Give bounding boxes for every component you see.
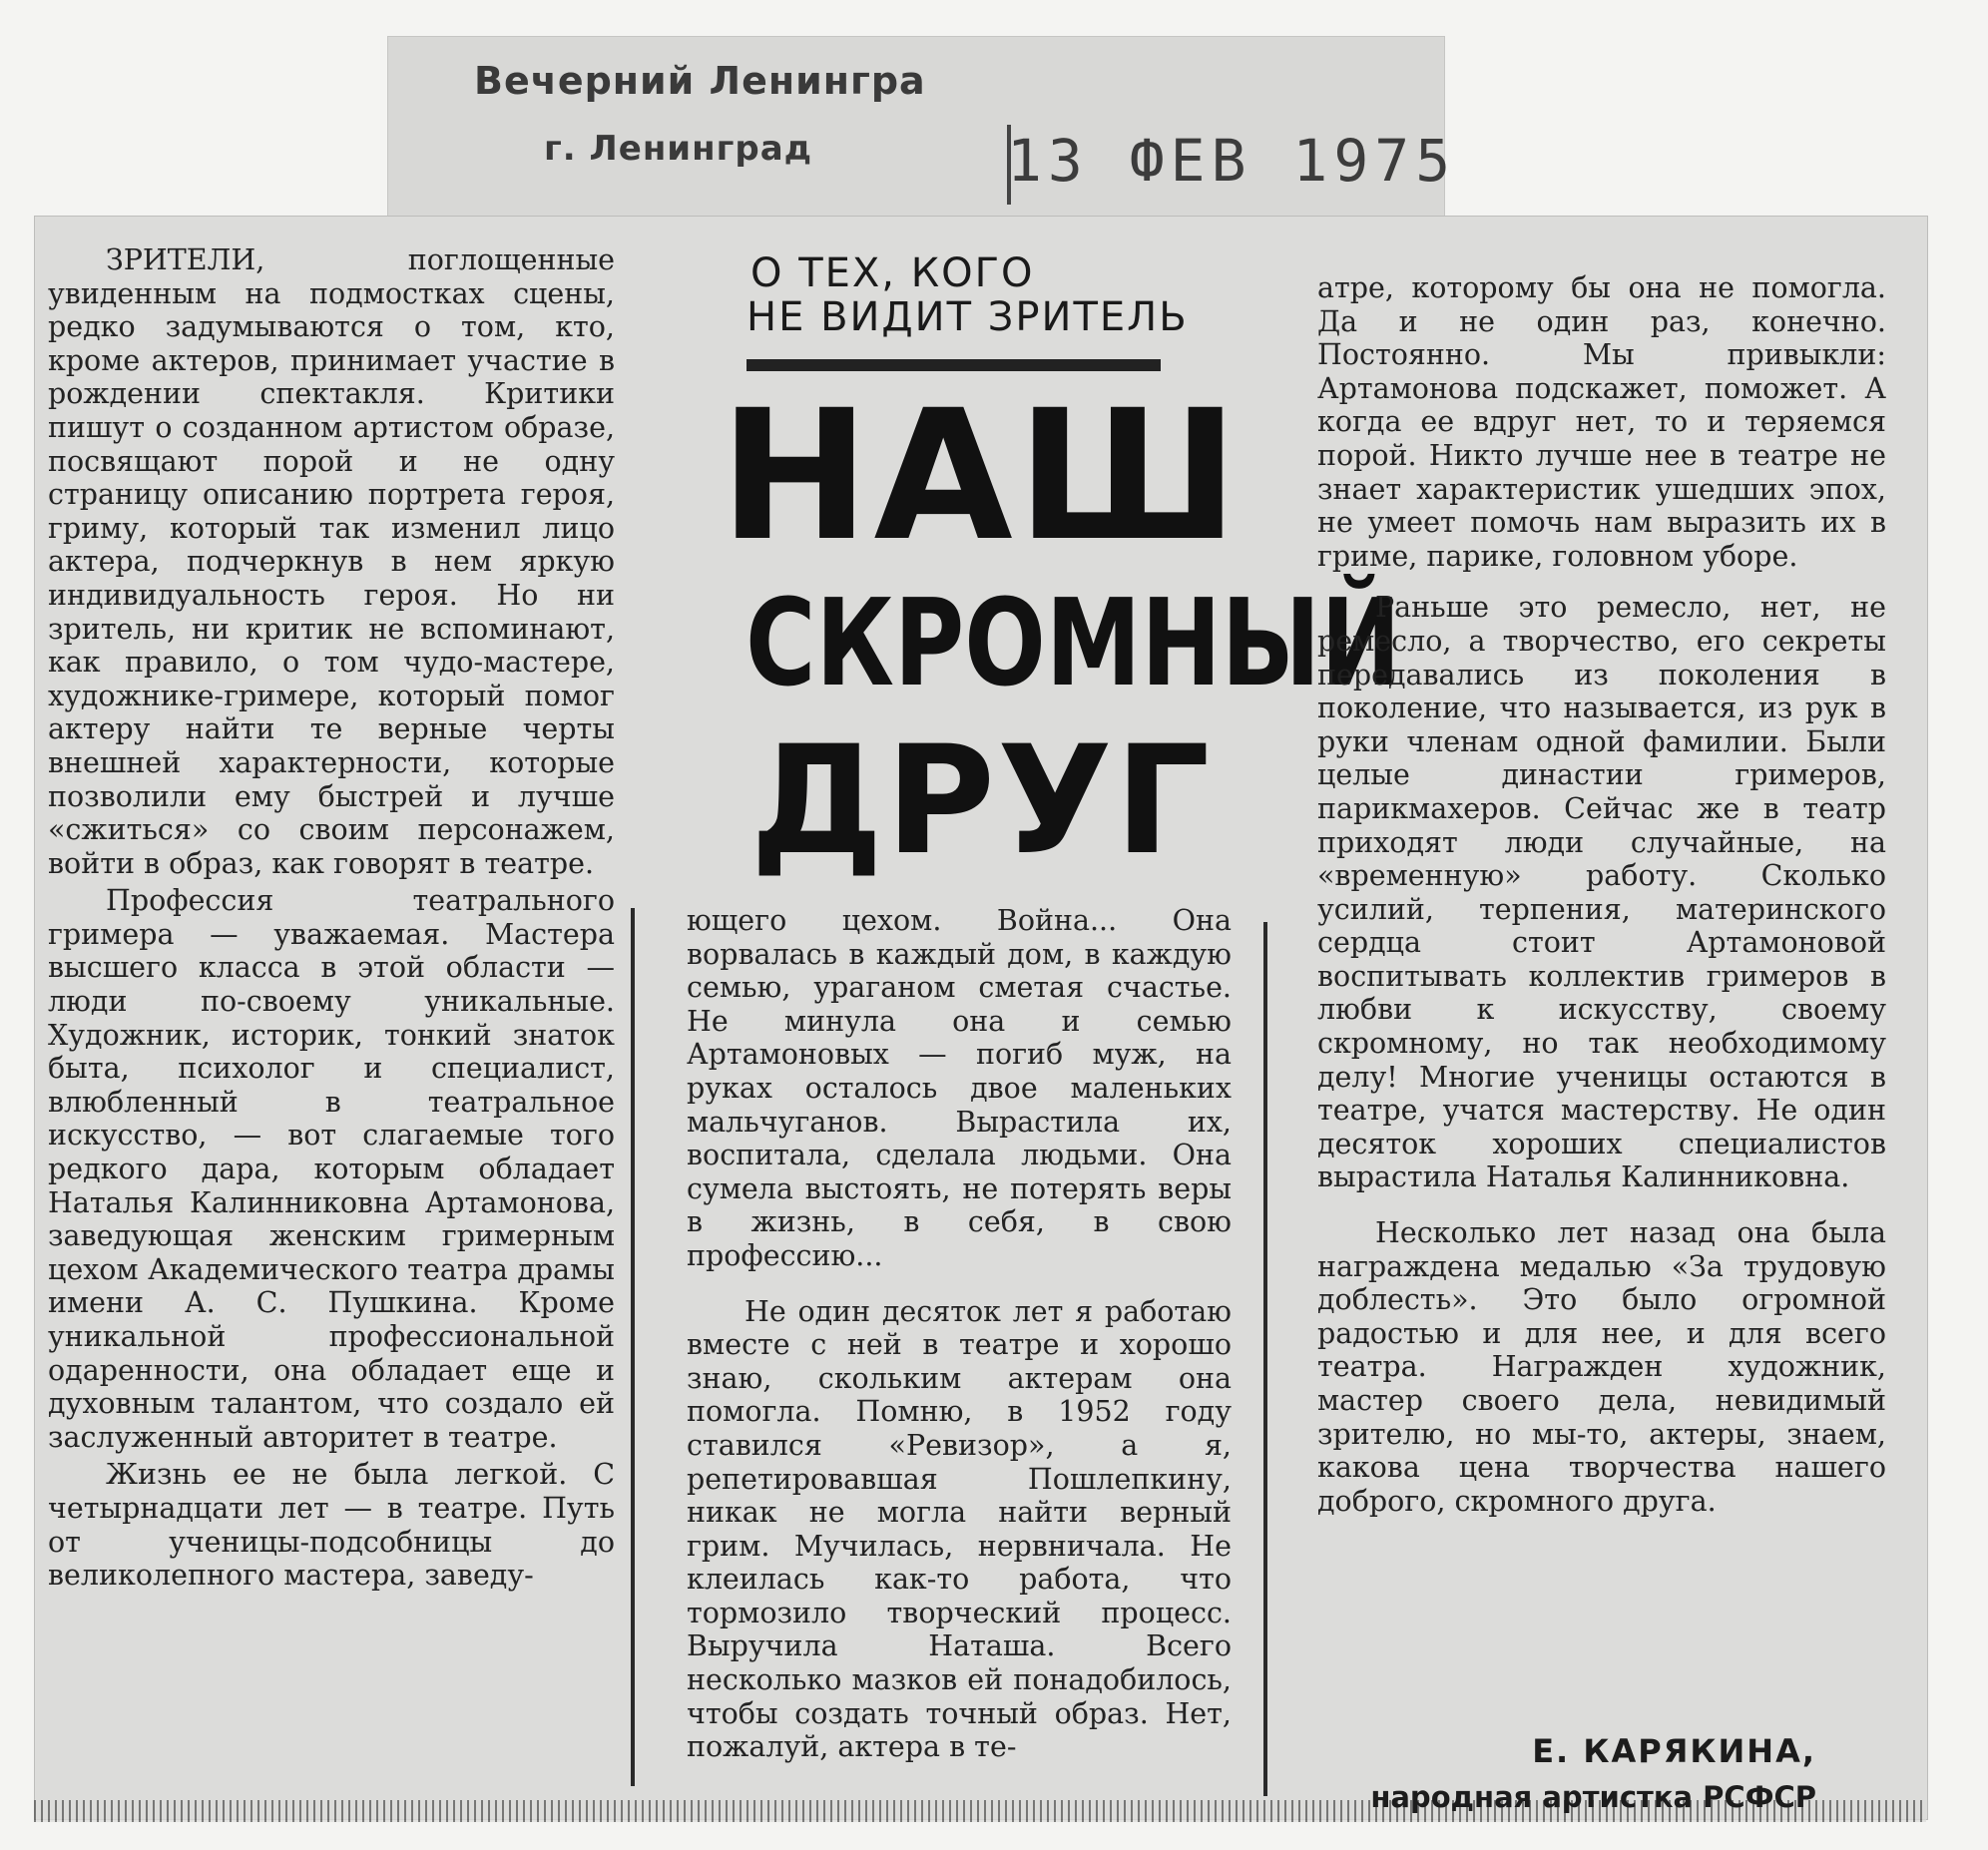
author-name: Е. КАРЯКИНА, <box>1532 1732 1816 1770</box>
headline-line-3: ДРУГ <box>749 714 1213 888</box>
article-column-2 <box>687 904 1232 1764</box>
paragraph: Профессия театрального гримера — уважаемая. Мастера высшего класса в этой области — люди по-своему уникальные. Художник, историк, тонкий знаток быта, психолог и специалист, влюбленный в театральное искусство, — вот слагаемые того редкого дара, которым обладает Наталья Калинниковна Артамонова, заведующая женским гримерным цехом Академического театра драмы имени А. С. Пушкина. Кроме уникальной профессиональной одаренности, она обладает еще и духовным талантом, что создало ей заслуженный авторитет в театре. <box>48 884 615 1454</box>
kicker-line-1: О ТЕХ, КОГО <box>750 250 1035 296</box>
paragraph: Жизнь ее не была легкой. С четырнадцати лет — в театре. Путь от ученицы-подсобницы до великолепного мастера, заведу- <box>48 1458 615 1593</box>
paragraph: ЗРИТЕЛИ, поглощенные увиденным на подмостках сцены, редко задумываются о том, кто, кроме актеров, принимает участие в рождении спектакля. Критики пишут о созданном артистом образе, посвящают порой и не одну страницу описанию портрета героя, гриму, который так изменил лицо актера, подчеркнув в нем яркую индивидуальность героя. Но ни зритель, ни критик не вспоминают, как правило, о том чудо-мастере, художнике-гримере, который помог актеру найти те верные черты внешней характерности, которые позволили ему быстрей и лучше «сжиться» со своим персонажем, войти в образ, как говорят в театре. <box>48 243 615 880</box>
column-rule-left <box>631 908 635 1786</box>
city-name: г. Ленинград <box>544 129 813 169</box>
paragraph: Раньше это ремесло, нет, не ремесло, а творчество, его секреты передавались из поколения в поколение, что называется, из рук в руки членам одной фамилии. Были целые династии гримеров, парикмахеров. Сейчас же в театр приходят люди случайные, на «временную» работу. Сколько усилий, терпения, материнского сердца стоит Артамоновой воспитывать коллектив гримеров в любви к искусству, своему скромному, но так необходимому делу! Многие ученицы остаются в театре, учатся мастерству. Не один десяток хороших специалистов вырастила Наталья Калинниковна. <box>1317 591 1886 1194</box>
kicker-rule <box>746 359 1161 371</box>
source-label <box>387 36 1457 237</box>
author-title: народная артистка РСФСР <box>1370 1780 1816 1814</box>
paragraph: Не один десяток лет я работаю вместе с ней в театре и хорошо знаю, скольким актерам она помогла. Помню, в 1952 году ставился «Ревизор», а я, репетировавшая Пошлепкину, никак не могла найти верный грим. Мучилась, нервничала. Не клеилась как-то работа, что тормозило творческий процесс. Выручила Наташа. Всего несколько мазков ей понадобилось, чтобы создать точный образ. Нет, пожалуй, актера в те- <box>687 1294 1232 1764</box>
paragraph: ющего цехом. Война... Она ворвалась в каждый дом, в каждую семью, ураганом сметая счастье. Не минула она и семью Артамоновых — погиб муж, на руках осталось двое маленьких мальчуганов. Вырастила их, воспитала, сделала людьми. Она сумела выстоять, не потерять веры в жизнь, в себя, в свою профессию... <box>687 904 1232 1272</box>
headline-line-1: НАШ <box>719 372 1243 581</box>
author-signature <box>1297 1732 1816 1814</box>
column-rule-right <box>1263 922 1267 1796</box>
headline <box>687 372 1401 888</box>
paragraph: атре, которому бы она не помогла. Да и не один раз, конечно. Постоянно. Мы привыкли: Артамонова подскажет, поможет. А когда ее вдруг нет, то и теряемся порой. Никто лучше нее в театре не знает характеристик ушедших эпох, не умеет помочь нам выразить их в гриме, парике, головном уборе. <box>1317 271 1886 573</box>
newspaper-name: Вечерний Ленингра <box>474 59 926 103</box>
kicker-line-2: НЕ ВИДИТ ЗРИТЕЛЬ <box>746 294 1189 340</box>
headline-line-2: СКРОМНЫЙ <box>746 575 1401 713</box>
date-stamp: 13 ФЕВ 1975 <box>1007 127 1457 195</box>
paragraph: Несколько лет назад она была награждена медалью «За трудовую доблесть». Это было огромной радостью и для нее, и для всего театра. Награжден художник, мастер своего дела, невидимый зрителю, но мы-то, актеры, знаем, какова цена творчества нашего доброго, скромного друга. <box>1317 1216 1886 1518</box>
article-column-1 <box>48 243 615 1593</box>
article-column-3 <box>1317 271 1886 1518</box>
kicker <box>746 250 1189 340</box>
